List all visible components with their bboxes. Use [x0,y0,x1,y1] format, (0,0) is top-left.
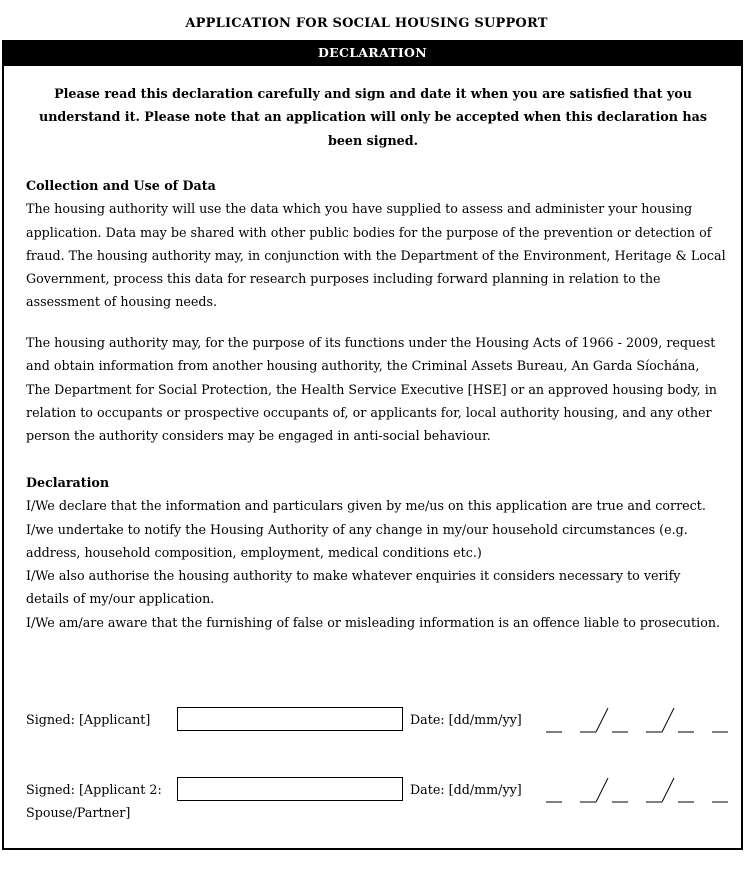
applicant1-signature-label: Signed: [Applicant] [26,712,151,727]
applicant1-signature-field[interactable] [177,707,403,731]
collection-section [26,174,726,314]
applicant2-date-field[interactable] [542,776,732,804]
document-title: APPLICATION FOR SOCIAL HOUSING SUPPORT [185,16,548,31]
declaration-line-2: I/we undertake to notify the Housing Authority of any change in my/our household circumstances (e.g. address, household composition, employment, medical conditions etc.) [26,521,688,560]
applicant2-date-label: Date: [dd/mm/yy] [410,782,522,797]
applicant1-date-field[interactable] [542,706,732,734]
declaration-heading: Declaration [26,475,110,490]
applicant2-label-line2: Spouse/Partner] [26,805,131,821]
applicant2-signature-label [26,778,162,825]
collection-paragraph-1: The housing authority will use the data which you have supplied to assess and administer your housing application. Data may be shared with other public bodies for the purpose of the prevention or detection of fraud. The housing authority may, in conjunction with the Department of the Environment, Heritage & Local Government, process this data for research purposes including forward planning in relation to the assessment of housing needs. [26,201,726,310]
declaration-line-3: I/We also authorise the housing authority to make whatever enquiries it considers necessary to verify details of my/our application. [26,568,681,607]
declaration-panel [2,40,743,850]
intro-notice: Please read this declaration carefully and sign and date it when you are satisfied that you understand it. Please note that an application will only be accepted when this declaration has been signed. [38,86,708,148]
applicant2-signature-field[interactable] [177,777,403,801]
applicant2-label-line1: Signed: [Applicant 2: [26,782,162,797]
applicant1-date-label: Date: [dd/mm/yy] [410,712,522,727]
collection-paragraph-2-block [26,331,726,447]
declaration-line-1: I/We declare that the information and particulars given by me/us on this application are true and correct. [26,498,706,514]
declaration-section [26,471,726,634]
collection-paragraph-2: The housing authority may, for the purpose of its functions under the Housing Acts of 1966 - 2009, request and obtain information from another housing authority, the Criminal Assets Bureau, An Garda Síochána, The Department for Social Protection, the Health Service Executive [HSE] or an approved housing body, in relation to occupants or prospective occupants of, or applicants for, local authority housing, and any other person the authority considers may be engaged in anti-social behaviour. [26,335,717,444]
collection-heading: Collection and Use of Data [26,178,216,193]
section-header-bar: DECLARATION [4,42,741,66]
declaration-line-4: I/We am/are aware that the furnishing of false or misleading information is an offence liable to prosecution. [26,614,721,630]
